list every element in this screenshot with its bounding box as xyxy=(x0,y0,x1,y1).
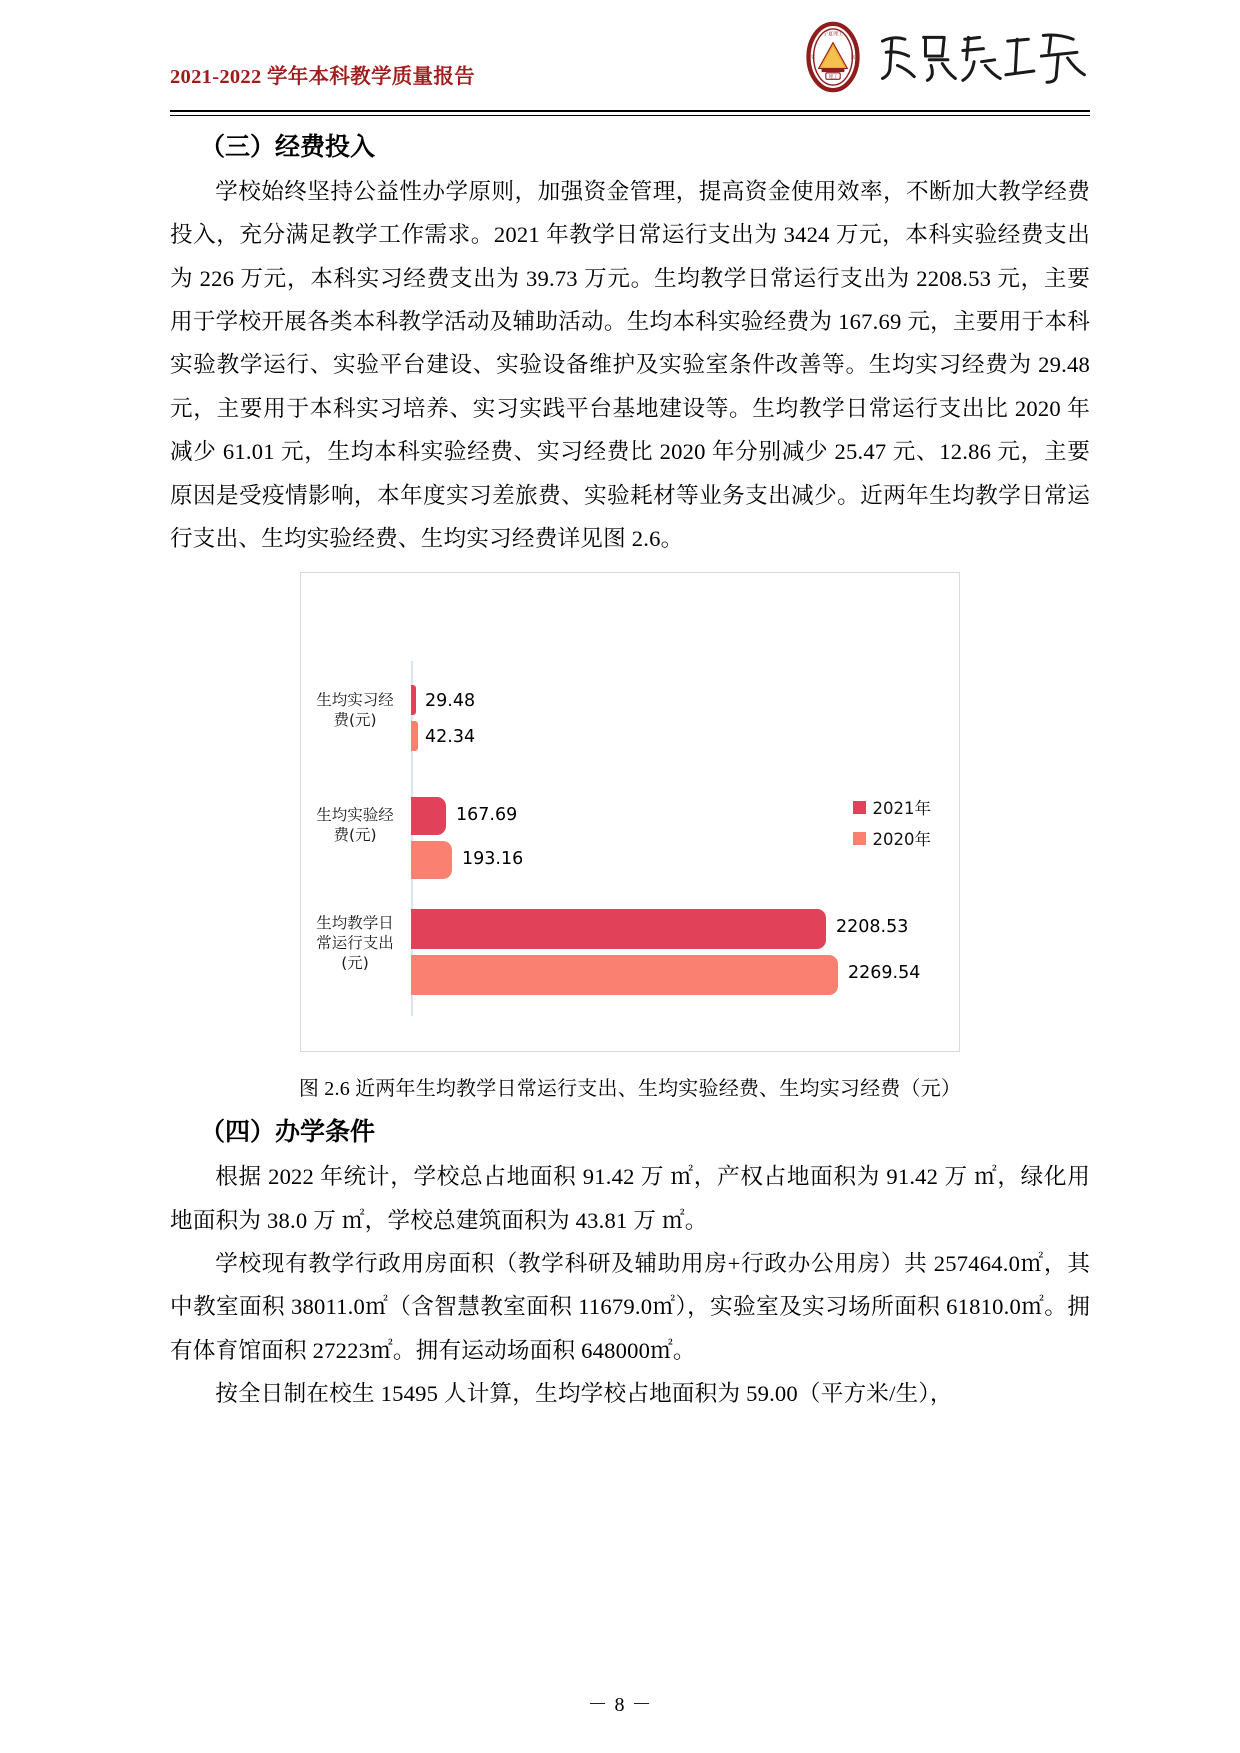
legend-swatch-2021-icon xyxy=(853,801,866,814)
legend-item-2020 xyxy=(853,826,932,850)
paragraph-building-area: 学校现有教学行政用房面积（教学科研及辅助用房+行政办公用房）共 257464.0㎡，其中教室面积 38011.0㎡（含智慧教室面积 11679.0㎡），实验室及实习场所面积 61810.0㎡。拥有体育馆面积 27223㎡。拥有运动场面积 648000㎡。 xyxy=(170,1250,1090,1363)
legend-item-2021 xyxy=(853,795,932,819)
chart-bar-2020-experiment xyxy=(411,841,452,879)
chart-value-2020-daily-operating: 2269.54 xyxy=(848,963,921,984)
page-footer: － 8 － xyxy=(587,1694,653,1716)
chart-category-label-internship: 生均实习经 费(元) xyxy=(316,691,394,730)
section-heading-funding: （三）经费投入 xyxy=(200,131,376,161)
figure-2-6 xyxy=(170,572,1090,1101)
chart-bar-2020-daily-operating xyxy=(411,955,838,995)
svg-text:宁夏理工: 宁夏理工 xyxy=(822,31,844,38)
chart-category-label-experiment: 生均实验经 费(元) xyxy=(316,806,394,845)
chart-value-2021-internship: 29.48 xyxy=(425,691,476,712)
university-wordmark-icon xyxy=(875,27,1090,87)
chart-container xyxy=(300,572,960,1052)
paragraph-funding: 学校始终坚持公益性办学原则，加强资金管理，提高资金使用效率，不断加大教学经费投入，充分满足教学工作需求。2021 年教学日常运行支出为 3424 万元，本科实验经费支出为 226 万元，本科实习经费支出为 39.73 万元。生均教学日常运行支出为 2208.53 元，主要用于学校开展各类本科教学活动及辅助活动。生均本科实验经费为 167.69 元，主要用于本科实验教学运行、实验平台建设、实验设备维护及实验室条件改善等。生均实习经费为 29.48 元，主要用于本科实习培养、实习实践平台基地建设等。生均教学日常运行支出比 2020 年减少 61.01 元，生均本科实验经费、实习经费比 2020 年分别减少 25.47 元、12.86 元，主要原因是受疫情影响，本年度实习差旅费、实验耗材等业务支出减少。近两年生均教学日常运行支出、生均实验经费、生均实习经费详见图 2.6。 xyxy=(170,178,1090,551)
figure-caption: 图 2.6 近两年生均教学日常运行支出、生均实验经费、生均实习经费（元） xyxy=(298,1078,962,1101)
chart-value-2020-internship: 42.34 xyxy=(425,727,476,748)
svg-text:学: 学 xyxy=(810,55,816,61)
page-header xyxy=(170,0,1090,110)
header-divider xyxy=(170,110,1090,116)
chart-bar-2020-internship xyxy=(411,721,418,751)
legend-swatch-2020-icon xyxy=(853,832,866,845)
chart-bar-2021-daily-operating xyxy=(411,909,826,949)
page-content xyxy=(170,130,1090,1416)
chart-plot-area xyxy=(301,573,959,1051)
paragraph-per-student: 按全日制在校生 15495 人计算，生均学校占地面积为 59.00（平方米/生）， xyxy=(215,1381,953,1407)
chart-legend xyxy=(853,795,932,850)
legend-label-2020: 2020年 xyxy=(872,830,931,850)
chart-value-2020-experiment: 193.16 xyxy=(462,849,524,870)
chart-bar-2021-experiment xyxy=(411,797,446,835)
paragraph-land-area: 根据 2022 年统计，学校总占地面积 91.42 万 ㎡，产权占地面积为 91.42 万 ㎡，绿化用地面积为 38.0 万 ㎡，学校总建筑面积为 43.81 万 ㎡。 xyxy=(170,1164,1090,1233)
chart-category-label-daily-operating: 生均教学日 常运行支出 (元) xyxy=(316,914,394,973)
svg-text:院: 院 xyxy=(850,55,856,61)
chart-value-2021-experiment: 167.69 xyxy=(456,805,518,826)
section-heading-conditions: （四）办学条件 xyxy=(200,1117,376,1147)
svg-text:理工: 理工 xyxy=(828,75,838,81)
university-seal-icon xyxy=(797,21,869,93)
legend-label-2021: 2021年 xyxy=(872,799,931,819)
chart-value-2021-daily-operating: 2208.53 xyxy=(836,917,909,938)
header-title: 2021-2022 学年本科教学质量报告 xyxy=(170,66,475,88)
chart-bar-2021-internship xyxy=(411,685,416,715)
university-logo xyxy=(797,21,1090,95)
